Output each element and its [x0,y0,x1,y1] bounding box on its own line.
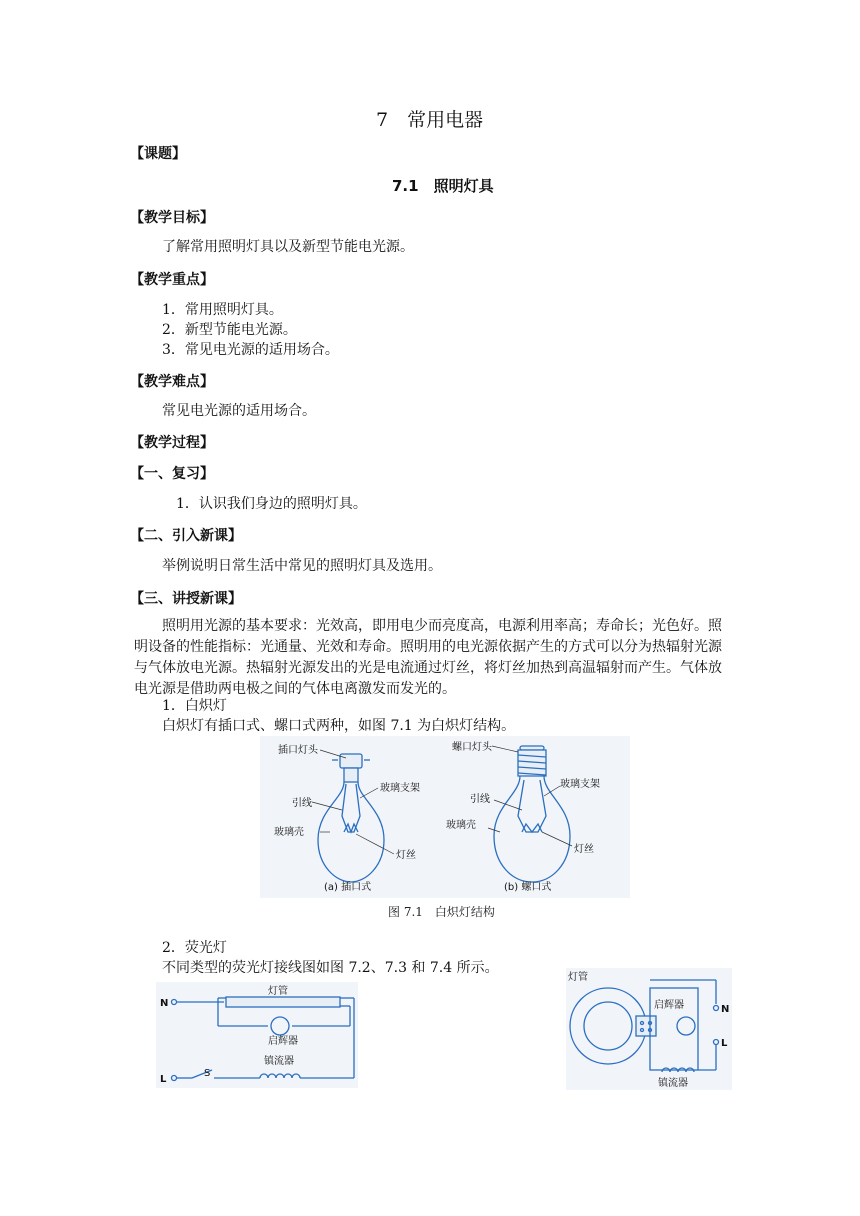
figure-7-1-caption: 图 7.1 白炽灯结构 [388,905,495,919]
bayonet-lead-label: 引线 [292,798,312,809]
linear-l-label: L [160,1074,167,1085]
linear-n-label: N [160,998,169,1009]
circular-ballast-label: 镇流器 [658,1078,688,1089]
item2-text: 不同类型的荧光灯接线图如图 7.2、7.3 和 7.4 所示。 [162,960,499,976]
circular-l-label: L [721,1038,728,1049]
review-heading: 【一、复习】 [130,466,214,482]
screw-caption: (b) 螺口式 [504,882,552,893]
linear-ballast-label: 镇流器 [264,1056,294,1067]
difficulty-heading: 【教学难点】 [130,374,214,390]
page-title: 7 常用电器 [376,109,484,131]
intro-heading: 【二、引入新课】 [130,528,242,544]
key-points-heading: 【教学重点】 [130,272,214,288]
bayonet-caption: (a) 插口式 [324,882,372,893]
process-heading: 【教学过程】 [130,435,214,451]
circular-n-label: N [721,1004,730,1015]
key-point-item: 1．常用照明灯具。 [162,302,283,318]
difficulty-text: 常见电光源的适用场合。 [162,403,316,419]
key-point-item: 3．常见电光源的适用场合。 [162,342,339,358]
figure-linear-fluorescent-wiring [156,982,358,1088]
bayonet-cap-label: 插口灯头 [278,745,318,756]
bayonet-support-label: 玻璃支架 [380,783,420,794]
bayonet-filament-label: 灯丝 [396,850,416,861]
bayonet-bulb-label: 玻璃壳 [274,827,304,838]
figure-circular-fluorescent-wiring [566,968,732,1090]
figure-7-1-incandescent-bulbs [260,736,630,898]
screw-support-label: 玻璃支架 [560,779,600,790]
lecture-heading: 【三、讲授新课】 [130,591,242,607]
key-point-item: 2．新型节能电光源。 [162,322,297,338]
objective-heading: 【教学目标】 [130,210,214,226]
review-text: 1．认识我们身边的照明灯具。 [176,496,367,512]
lecture-paragraph: 照明用光源的基本要求：光效高，即用电少而亮度高，电源利用率高；寿命长；光色好。照明设备的性能指标：光通量、光效和寿命。照明用的电光源依据产生的方式可以分为热辐射光源与气体放电光源。热辐射光源发出的光是电流通过灯丝，将灯丝加热到高温辐射而产生。气体放电光源是借助两电极之间的气体电离激发而发光的。 [134,618,722,697]
screw-bulb-label: 玻璃壳 [446,820,476,831]
linear-switch-label: S [204,1068,211,1079]
intro-text: 举例说明日常生活中常见的照明灯具及选用。 [162,558,442,574]
section-subtitle: 7.1 照明灯具 [392,177,494,195]
objective-text: 了解常用照明灯具以及新型节能电光源。 [162,239,414,255]
screw-filament-label: 灯丝 [574,844,594,855]
item1-text: 白炽灯有插口式、螺口式两种，如图 7.1 为白炽灯结构。 [162,718,516,734]
item1-title: 1．白炽灯 [162,698,227,714]
item2-title: 2．荧光灯 [162,940,227,956]
linear-starter-label: 启辉器 [268,1036,298,1047]
screw-cap-label: 螺口灯头 [452,742,492,753]
topic-label: 【课题】 [130,146,186,162]
screw-lead-label: 引线 [470,794,490,805]
linear-tube-label: 灯管 [268,986,288,997]
circular-starter-label: 启辉器 [654,1000,684,1011]
circular-tube-label: 灯管 [568,972,588,983]
